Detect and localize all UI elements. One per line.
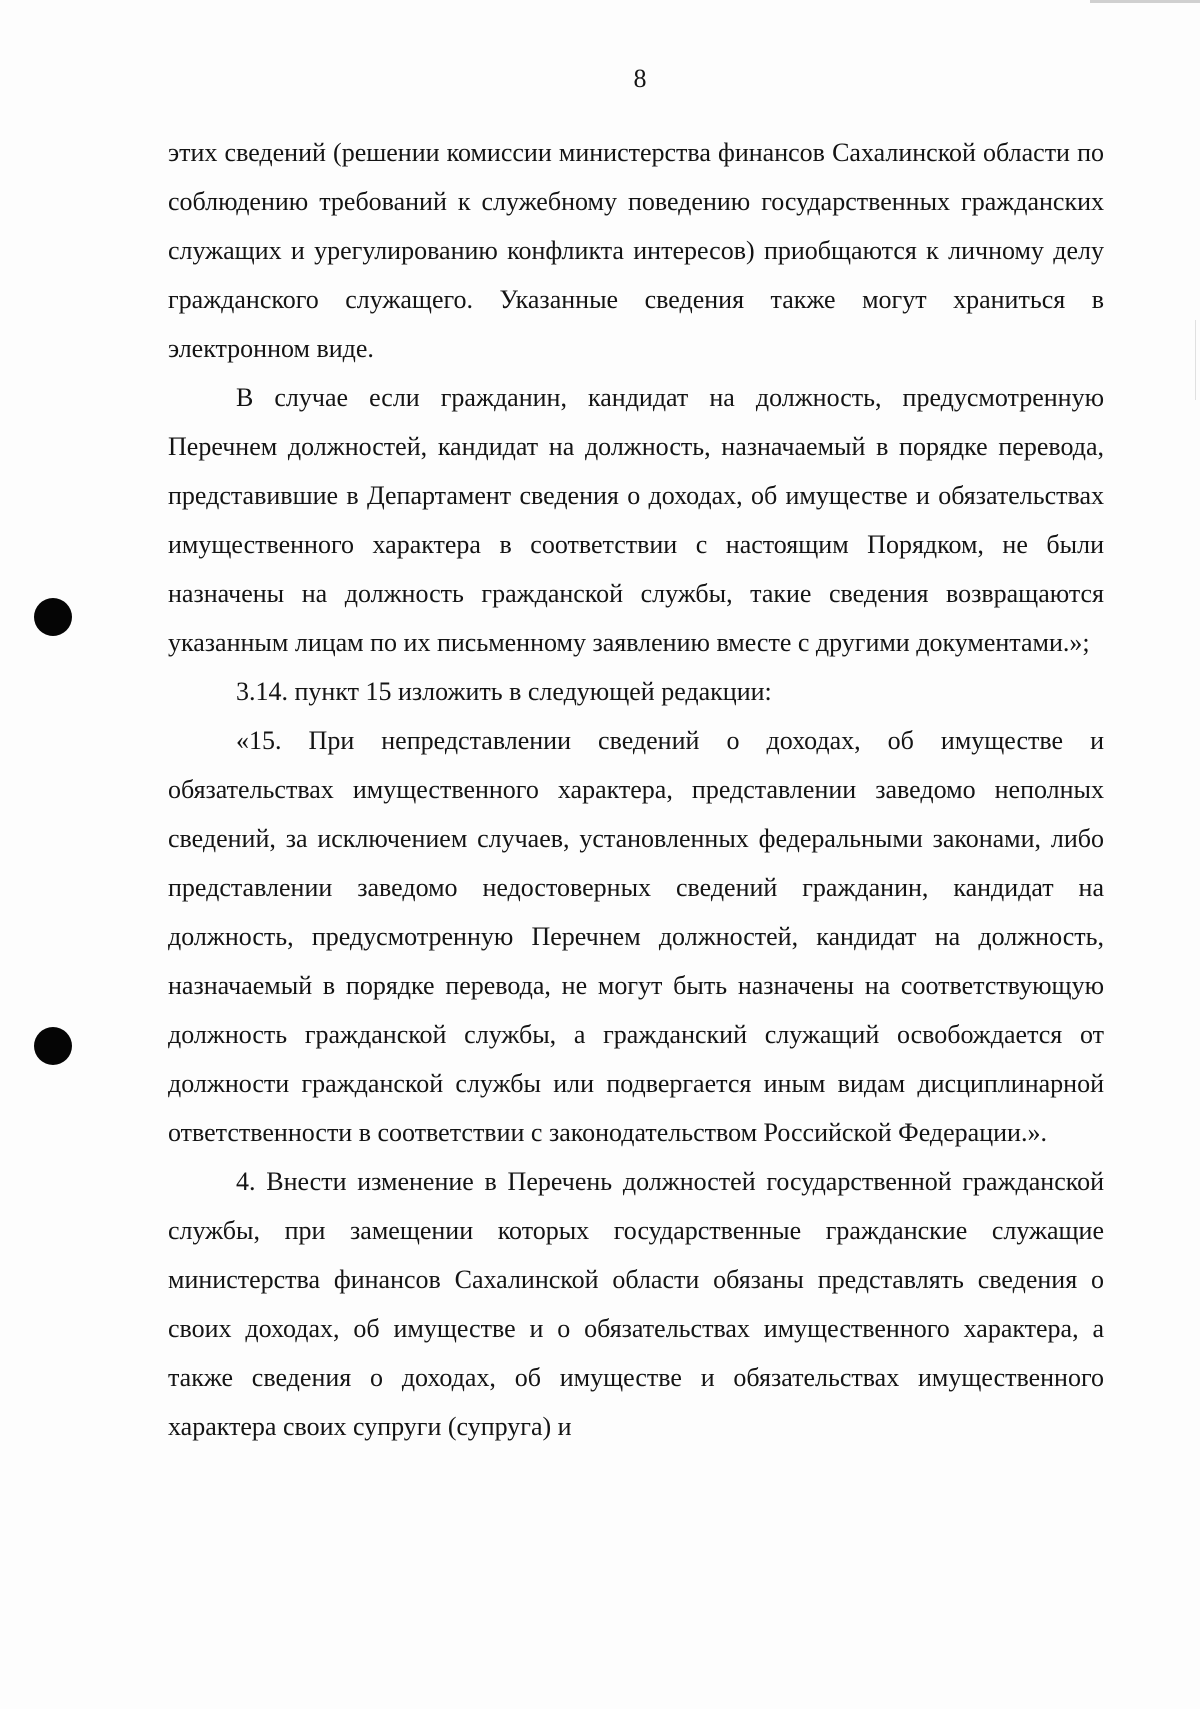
scan-margin-line — [1195, 320, 1196, 400]
punch-hole — [34, 598, 72, 636]
page-number: 8 — [633, 64, 647, 93]
paragraph-item-3-14: 3.14. пункт 15 изложить в следующей редакции: — [236, 677, 772, 706]
paragraph-item-4: 4. Внести изменение в Перечень должностей государственной гражданской службы, при замещении которых государственные гражданские служащие министерства финансов Сахалинской области обязаны представлять сведения о своих доходах, об имуществе и о обязательствах имущественного характера, а также сведения о доходах, об имуществе и обязательствах имущественного характера своих супруги (супруга) и — [168, 1167, 1104, 1441]
document-body — [168, 128, 1104, 1451]
paragraph-return-of-information: В случае если гражданин, кандидат на должность, предусмотренную Перечнем должностей, кандидат на должность, назначаемый в порядке перевода, представившие в Департамент сведения о доходах, об имуществе и обязательствах имущественного характера в соответствии с настоящим Порядком, не были назначены на должность гражданской службы, такие сведения возвращаются указанным лицам по их письменному заявлению вместе с другими документами.»; — [168, 383, 1104, 657]
punch-hole — [34, 1027, 72, 1065]
paragraph-continuation: этих сведений (решении комиссии министерства финансов Сахалинской области по соблюдению требований к служебному поведению государственных гражданских служащих и урегулированию конфликта интересов) приобщаются к личному делу гражданского служащего. Указанные сведения также могут храниться в электронном виде. — [168, 138, 1104, 363]
scan-edge — [1090, 0, 1200, 3]
paragraph-item-15: «15. При непредставлении сведений о доходах, об имуществе и обязательствах имущественного характера, представлении заведомо неполных сведений, за исключением случаев, установленных федеральными законами, либо представлении заведомо недостоверных сведений гражданин, кандидат на должность, предусмотренную Перечнем должностей, кандидат на должность, назначаемый в порядке перевода, не могут быть назначены на соответствующую должность гражданской службы, а гражданский служащий освобождается от должности гражданской службы или подвергается иным видам дисциплинарной ответственности в соответствии с законодательством Российской Федерации.». — [168, 726, 1104, 1147]
